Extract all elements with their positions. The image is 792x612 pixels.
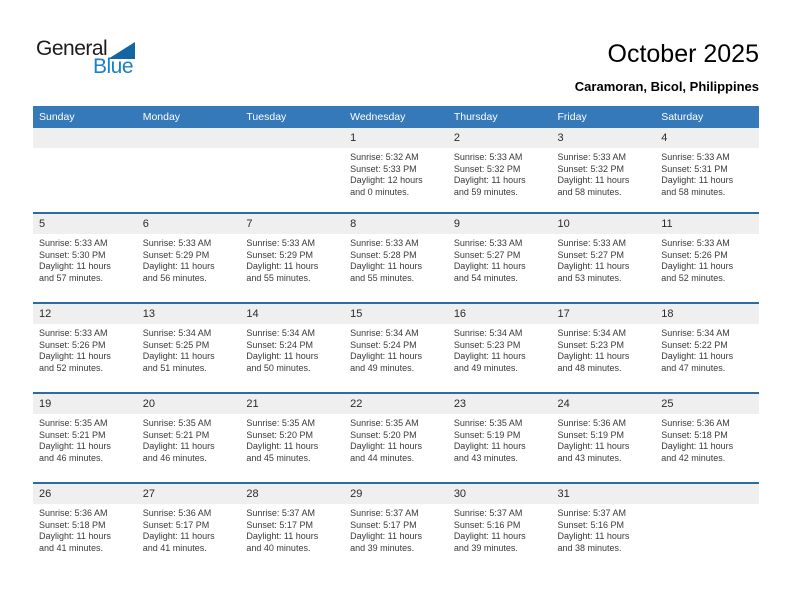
day-number: 20 (137, 394, 241, 414)
day-details: Sunrise: 5:36 AM Sunset: 5:18 PM Daylight: 11 hours and 42 minutes. (661, 418, 734, 463)
day-cell (448, 484, 552, 572)
weekday-header-row (33, 106, 759, 128)
day-cell (552, 484, 656, 572)
week-row (33, 392, 759, 482)
week-row (33, 128, 759, 212)
day-number: 27 (137, 484, 241, 504)
day-details: Sunrise: 5:33 AM Sunset: 5:27 PM Daylight: 11 hours and 53 minutes. (557, 238, 630, 283)
day-details: Sunrise: 5:34 AM Sunset: 5:24 PM Daylight: 11 hours and 49 minutes. (350, 328, 422, 373)
week-row (33, 212, 759, 302)
day-details: Sunrise: 5:37 AM Sunset: 5:17 PM Daylight: 11 hours and 39 minutes. (350, 508, 422, 553)
day-details: Sunrise: 5:33 AM Sunset: 5:31 PM Daylight: 11 hours and 58 minutes. (661, 152, 734, 197)
day-details: Sunrise: 5:37 AM Sunset: 5:17 PM Daylight: 11 hours and 40 minutes. (246, 508, 319, 553)
day-number: 3 (552, 128, 656, 148)
empty-day-cell (240, 128, 344, 212)
day-details: Sunrise: 5:33 AM Sunset: 5:29 PM Daylight: 11 hours and 55 minutes. (246, 238, 319, 283)
empty-day-cell (33, 128, 137, 212)
day-number: 17 (552, 304, 656, 324)
day-cell (240, 394, 344, 482)
day-details: Sunrise: 5:33 AM Sunset: 5:26 PM Daylight: 11 hours and 52 minutes. (39, 328, 111, 373)
day-details: Sunrise: 5:35 AM Sunset: 5:19 PM Daylight: 11 hours and 43 minutes. (453, 418, 526, 463)
day-details: Sunrise: 5:35 AM Sunset: 5:21 PM Daylight: 11 hours and 46 minutes. (142, 418, 215, 463)
day-details: Sunrise: 5:37 AM Sunset: 5:16 PM Daylight: 11 hours and 38 minutes. (557, 508, 630, 553)
day-number: 5 (33, 214, 137, 234)
day-number: 22 (344, 394, 448, 414)
day-cell (33, 214, 137, 302)
calendar-table (33, 106, 759, 572)
day-number: 12 (33, 304, 137, 324)
day-details: Sunrise: 5:37 AM Sunset: 5:16 PM Daylight: 11 hours and 39 minutes. (453, 508, 526, 553)
day-number: 7 (240, 214, 344, 234)
day-cell (448, 304, 552, 392)
day-details: Sunrise: 5:35 AM Sunset: 5:20 PM Daylight: 11 hours and 45 minutes. (246, 418, 319, 463)
day-number: 30 (448, 484, 552, 504)
day-number: 28 (240, 484, 344, 504)
day-number: 4 (655, 128, 759, 148)
day-details: Sunrise: 5:36 AM Sunset: 5:19 PM Daylight: 11 hours and 43 minutes. (557, 418, 630, 463)
day-cell (344, 304, 448, 392)
day-cell (552, 214, 656, 302)
day-cell (344, 214, 448, 302)
day-number (137, 128, 241, 148)
day-cell (448, 128, 552, 212)
day-cell (240, 214, 344, 302)
day-cell (655, 394, 759, 482)
day-cell (448, 214, 552, 302)
day-details: Sunrise: 5:33 AM Sunset: 5:26 PM Daylight: 11 hours and 52 minutes. (661, 238, 734, 283)
calendar-grid (33, 128, 759, 572)
week-row (33, 482, 759, 572)
day-number (240, 128, 344, 148)
day-details: Sunrise: 5:33 AM Sunset: 5:28 PM Daylight: 11 hours and 55 minutes. (350, 238, 422, 283)
day-details: Sunrise: 5:35 AM Sunset: 5:21 PM Daylight: 11 hours and 46 minutes. (39, 418, 111, 463)
logo-text-general: General (36, 37, 108, 60)
day-details: Sunrise: 5:33 AM Sunset: 5:32 PM Daylight: 11 hours and 58 minutes. (557, 152, 630, 197)
day-cell (552, 394, 656, 482)
day-cell (655, 128, 759, 212)
day-details: Sunrise: 5:34 AM Sunset: 5:25 PM Daylight: 11 hours and 51 minutes. (142, 328, 215, 373)
general-blue-logo (36, 38, 135, 77)
day-number: 19 (33, 394, 137, 414)
day-cell (552, 304, 656, 392)
day-cell (344, 484, 448, 572)
day-number: 29 (344, 484, 448, 504)
day-number: 8 (344, 214, 448, 234)
day-number: 14 (240, 304, 344, 324)
day-number: 10 (552, 214, 656, 234)
day-cell (240, 484, 344, 572)
day-cell (33, 484, 137, 572)
day-number: 24 (552, 394, 656, 414)
day-cell (552, 128, 656, 212)
day-details: Sunrise: 5:33 AM Sunset: 5:30 PM Daylight: 11 hours and 57 minutes. (39, 238, 111, 283)
weekday-saturday: Saturday (661, 111, 704, 123)
day-cell (655, 214, 759, 302)
day-cell (344, 128, 448, 212)
empty-day-cell (655, 484, 759, 572)
day-number: 16 (448, 304, 552, 324)
weekday-sunday: Sunday (39, 111, 75, 123)
day-number (33, 128, 137, 148)
day-details: Sunrise: 5:32 AM Sunset: 5:33 PM Daylight: 12 hours and 0 minutes. (350, 152, 423, 197)
day-number: 25 (655, 394, 759, 414)
day-number (655, 484, 759, 504)
weekday-thursday: Thursday (453, 111, 498, 123)
day-number: 26 (33, 484, 137, 504)
week-row (33, 302, 759, 392)
title-block (575, 40, 759, 94)
day-number: 1 (344, 128, 448, 148)
day-number: 13 (137, 304, 241, 324)
day-number: 23 (448, 394, 552, 414)
weekday-tuesday: Tuesday (246, 111, 287, 123)
day-details: Sunrise: 5:36 AM Sunset: 5:18 PM Daylight: 11 hours and 41 minutes. (39, 508, 111, 553)
weekday-friday: Friday (557, 111, 587, 123)
day-number: 6 (137, 214, 241, 234)
day-cell (137, 484, 241, 572)
location-subtitle: Caramoran, Bicol, Philippines (574, 79, 759, 94)
day-cell (655, 304, 759, 392)
day-details: Sunrise: 5:33 AM Sunset: 5:27 PM Daylight: 11 hours and 54 minutes. (453, 238, 526, 283)
day-details: Sunrise: 5:34 AM Sunset: 5:22 PM Daylight: 11 hours and 47 minutes. (661, 328, 734, 373)
day-details: Sunrise: 5:35 AM Sunset: 5:20 PM Daylight: 11 hours and 44 minutes. (350, 418, 422, 463)
day-number: 18 (655, 304, 759, 324)
page-title: October 2025 (607, 40, 759, 68)
day-number: 11 (655, 214, 759, 234)
day-cell (137, 304, 241, 392)
day-cell (344, 394, 448, 482)
day-cell (33, 394, 137, 482)
logo-text-blue: Blue (93, 55, 134, 78)
weekday-monday: Monday (142, 111, 181, 123)
day-number: 21 (240, 394, 344, 414)
empty-day-cell (137, 128, 241, 212)
day-number: 9 (448, 214, 552, 234)
day-cell (448, 394, 552, 482)
day-details: Sunrise: 5:36 AM Sunset: 5:17 PM Daylight: 11 hours and 41 minutes. (142, 508, 215, 553)
weekday-wednesday: Wednesday (350, 111, 406, 123)
day-number: 2 (448, 128, 552, 148)
day-cell (240, 304, 344, 392)
day-cell (137, 394, 241, 482)
day-details: Sunrise: 5:33 AM Sunset: 5:29 PM Daylight: 11 hours and 56 minutes. (142, 238, 215, 283)
day-details: Sunrise: 5:34 AM Sunset: 5:23 PM Daylight: 11 hours and 49 minutes. (453, 328, 526, 373)
day-details: Sunrise: 5:34 AM Sunset: 5:23 PM Daylight: 11 hours and 48 minutes. (557, 328, 630, 373)
day-details: Sunrise: 5:34 AM Sunset: 5:24 PM Daylight: 11 hours and 50 minutes. (246, 328, 319, 373)
day-number: 31 (552, 484, 656, 504)
day-details: Sunrise: 5:33 AM Sunset: 5:32 PM Daylight: 11 hours and 59 minutes. (453, 152, 526, 197)
day-cell (33, 304, 137, 392)
day-cell (137, 214, 241, 302)
day-number: 15 (344, 304, 448, 324)
